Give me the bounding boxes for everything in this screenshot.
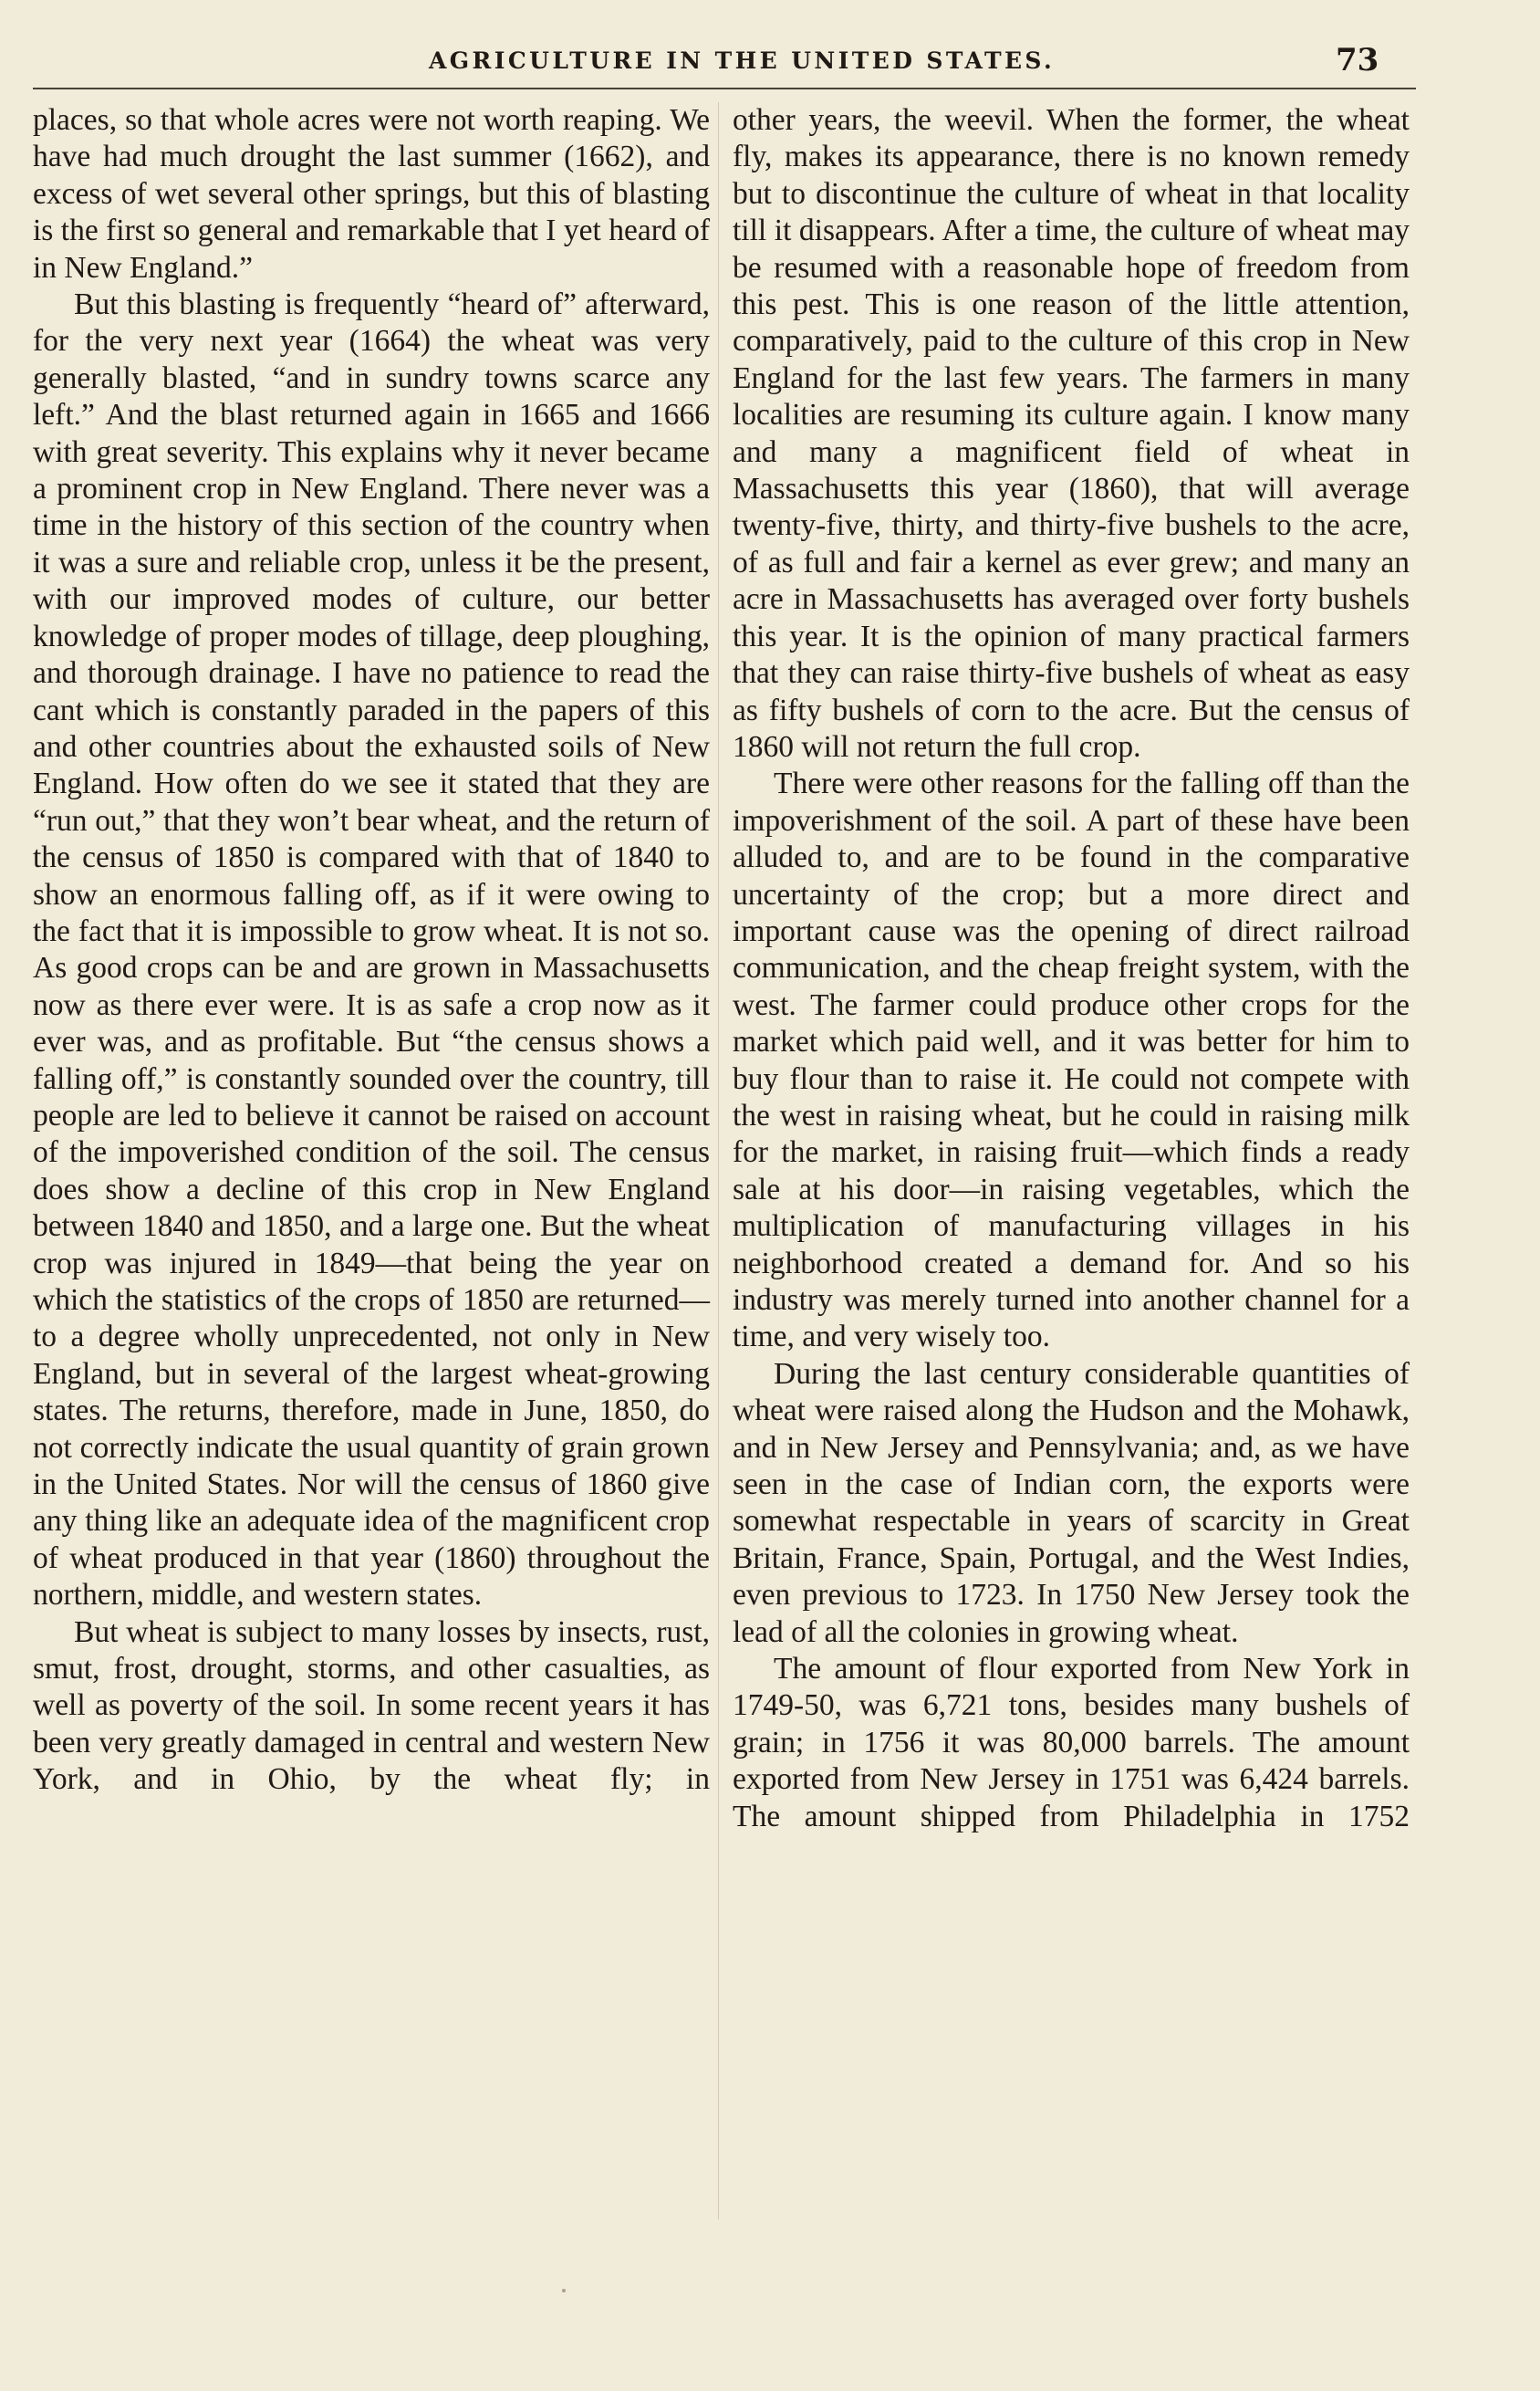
running-title: AGRICULTURE IN THE UNITED STATES. <box>429 47 1056 74</box>
paragraph: The amount of flour exported from New York in 1749-50, was 6,721 tons, besides many bushels of grain; in 1756 it was 80,000 barrels. The amount exported from New Jersey in 1751 was 6,424 barrels. The amount shipped from Philadelphia in 1752 <box>733 1652 1410 1833</box>
column-divider <box>718 102 719 2219</box>
right-column <box>733 102 1410 1835</box>
ink-speck <box>562 2289 566 2292</box>
paragraph: During the last century considerable quantities of wheat were raised along the Hudson and the Mohawk, and in New Jersey and Pennsylvania; and, as we have seen in the case of Indian corn, the exports were somewhat respectable in years of scarcity in Great Britain, France, Spain, Portugal, and the West Indies, even previous to 1723. In 1750 New Jersey took the lead of all the colonies in growing wheat. <box>733 1356 1410 1649</box>
paragraph: But this blasting is frequently “heard of” afterward, for the very next year (1664) the wheat was very generally blasted, “and in sundry towns scarce any left.” And the blast returned again in 1665 and 1666 with great severity. This explains why it never became a prominent crop in New England. There never was a time in the history of this section of the country when it was a sure and reliable crop, unless it be the present, with our improved modes of culture, our better knowledge of proper modes of tillage, deep ploughing, and thorough drainage. I have no patience to read the cant which is constantly paraded in the papers of this and other countries about the exhausted soils of New England. How often do we see it stated that they are “run out,” that they won’t bear wheat, and the return of the census of 1850 is compared with that of 1840 to show an enormous falling off, as if it were owing to the fact that it is impossible to grow wheat. It is not so. As good crops can be and are grown in Massachusetts now as there ever were. It is as safe a crop now as it ever was, and as profitable. But “the census shows a falling off,” is constantly sounded over the country, till people are led to believe it cannot be raised on account of the impoverished condition of the soil. The census does show a decline of this crop in New England between 1840 and 1850, and a large one. But the wheat crop was injured in 1849—that being the year on which the statistics of the crops of 1850 are returned—to a degree wholly unprecedented, not only in New England, but in several of the largest wheat-growing states. The returns, therefore, made in June, 1850, do not correctly indicate the usual quantity of grain grown in the United States. Nor will the census of 1860 give any thing like an adequate idea of the magnificent crop of wheat produced in that year (1860) throughout the northern, middle, and western states. <box>33 287 710 1613</box>
left-column <box>33 102 710 1799</box>
paragraph: But wheat is subject to many losses by insects, rust, smut, frost, drought, storms, and other casualties, as well as poverty of the soil. In some recent years it has been very greatly damaged in central and western New York, and in Ohio, by the wheat fly; in <box>33 1614 710 1797</box>
paragraph: There were other reasons for the falling off than the impoverishment of the soil. A part of these have been alluded to, and are to be found in the comparative uncertainty of the crop; but a more direct and important cause was the opening of direct railroad communication, and the cheap freight system, with the west. The farmer could produce other crops for the market which paid well, and it was better for him to buy flour than to raise it. He could not compete with the west in raising wheat, but he could in raising milk for the market, in raising fruit—which finds a ready sale at his door—in raising vegetables, which the multiplication of manufacturing villages in his neighborhood created a demand for. And so his industry was merely turned into another channel for a time, and very wisely too. <box>733 767 1410 1354</box>
header-rule <box>33 88 1416 89</box>
page-number: 73 <box>1336 42 1379 78</box>
paragraph: other years, the weevil. When the former, the wheat fly, makes its appearance, there is no known remedy but to discontinue the culture of wheat in that locality till it disappears. After a time, the culture of wheat may be resumed with a reasonable hope of freedom from this pest. This is one reason of the little attention, comparatively, paid to the culture of this crop in New England for the last few years. The farmers in many localities are resuming its culture again. I know many and many a magnificent field of wheat in Massachusetts this year (1860), that will average twenty-five, thirty, and thirty-five bushels to the acre, of as full and fair a kernel as ever grew; and many an acre in Massachusetts has averaged over forty bushels this year. It is the opinion of many practical farmers that they can raise thirty-five bushels of wheat as easy as fifty bushels of corn to the acre. But the census of 1860 will not return the full crop. <box>733 103 1410 764</box>
paragraph: places, so that whole acres were not worth reaping. We have had much drought the last summer (1662), and excess of wet several other springs, but this of blasting is the first so general and remarkable that I yet heard of in New England.” <box>33 103 710 285</box>
running-head <box>0 42 1540 88</box>
